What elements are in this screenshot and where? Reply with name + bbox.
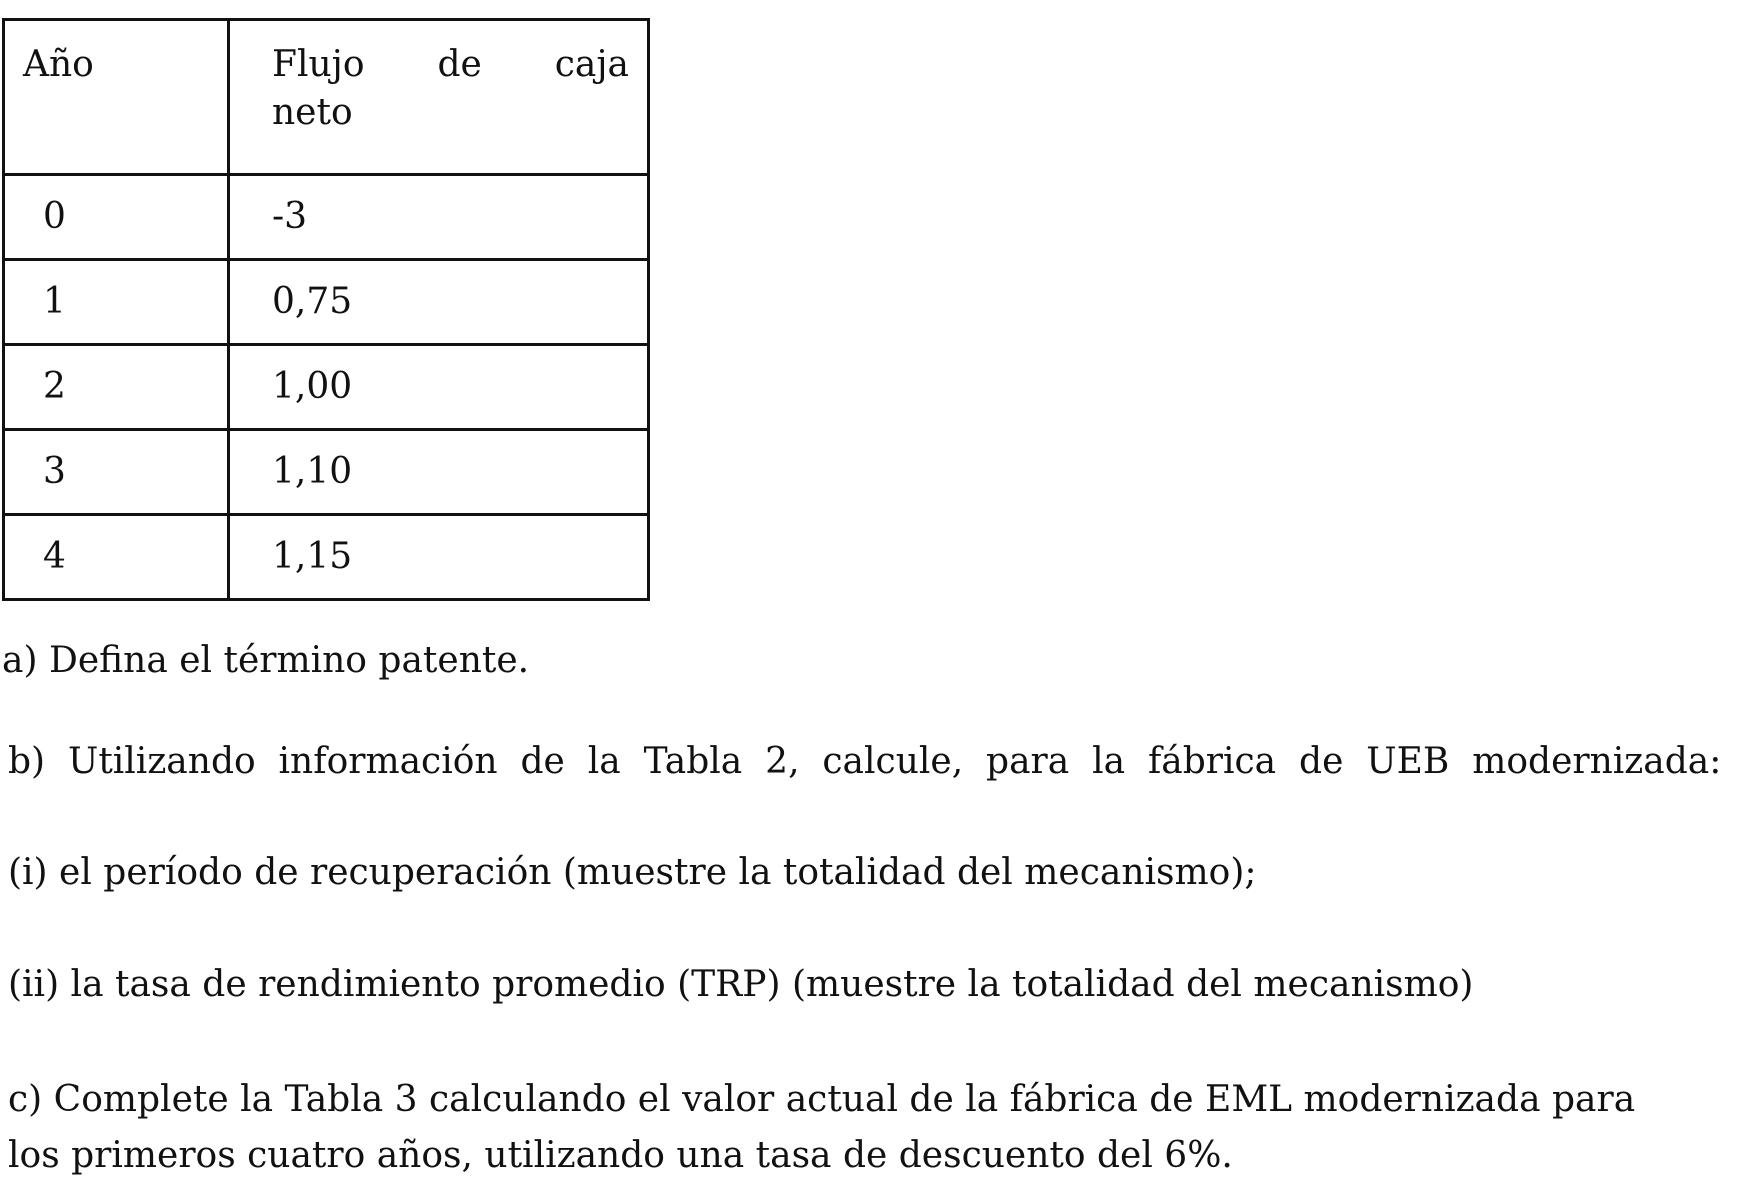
year-cell: 1 <box>4 260 229 345</box>
header-net-cash-flow-line2: neto <box>272 92 353 133</box>
table-row <box>4 260 649 345</box>
flow-cell: 1,15 <box>229 515 649 600</box>
table-row <box>4 430 649 515</box>
year-cell: 0 <box>4 175 229 260</box>
question-a: a) Defina el término patente. <box>2 640 530 681</box>
flow-cell: 1,10 <box>229 430 649 515</box>
year-cell: 4 <box>4 515 229 600</box>
header-net-cash-flow-line1: Flujo de caja <box>272 44 629 85</box>
flow-cell: 0,75 <box>229 260 649 345</box>
year-cell: 3 <box>4 430 229 515</box>
table-row <box>4 345 649 430</box>
flow-cell: 1,00 <box>229 345 649 430</box>
question-c-line2: los primeros cuatro años, utilizando una tasa de descuento del 6%. <box>8 1135 1233 1176</box>
table-header-row <box>4 20 649 175</box>
question-b-i: (i) el período de recuperación (muestre la totalidad del mecanismo); <box>8 852 1257 893</box>
question-c-line1: c) Complete la Tabla 3 calculando el valor actual de la fábrica de EML modernizada para <box>8 1079 1636 1120</box>
table-row <box>4 515 649 600</box>
header-year: Año <box>4 20 229 175</box>
header-net-cash-flow <box>229 20 649 175</box>
question-b: b) Utilizando información de la Tabla 2, calcule, para la fábrica de UEB modernizada: <box>8 741 1722 782</box>
flow-cell: -3 <box>229 175 649 260</box>
cash-flow-table <box>2 18 650 601</box>
question-b-ii: (ii) la tasa de rendimiento promedio (TRP) (muestre la totalidad del mecanismo) <box>8 964 1474 1005</box>
table-row <box>4 175 649 260</box>
year-cell: 2 <box>4 345 229 430</box>
